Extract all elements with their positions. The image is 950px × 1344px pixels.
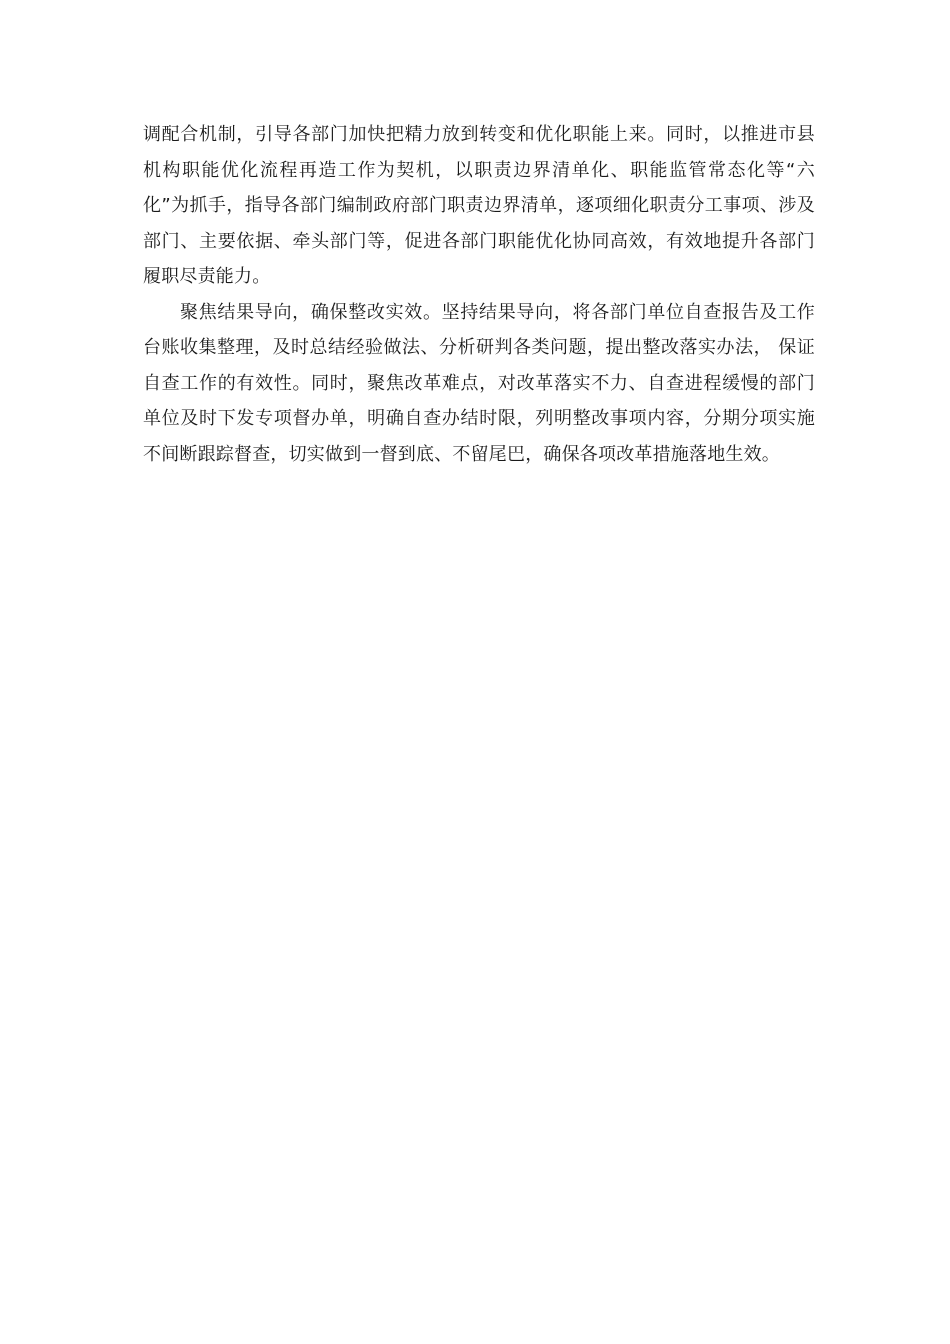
paragraph-continuation: 调配合机制，引导各部门加快把精力放到转变和优化职能上来。同时，以推进市县机构职能优化流程再造工作为契机，以职责边界清单化、职能监管常态化等“六化”为抓手，指导各部门编制政府部门职责边界清单，逐项细化职责分工事项、涉及部门、主要依据、牵头部门等，促进各部门职能优化协同高效，有效地提升各部门履职尽责能力。 (143, 124, 815, 287)
paragraph-results-oriented: 聚焦结果导向，确保整改实效。坚持结果导向，将各部门单位自查报告及工作台账收集整理，及时总结经验做法、分析研判各类问题，提出整改落实办法， 保证自查工作的有效性。同时，聚焦改革难点，对改革落实不力、自查进程缓慢的部门单位及时下发专项督办单，明确自查办结时限，列明整改事项内容，分期分项实施不间断跟踪督查，切实做到一督到底、不留尾巴，确保各项改革措施落地生效。 (143, 301, 815, 465)
document-body (143, 117, 815, 472)
